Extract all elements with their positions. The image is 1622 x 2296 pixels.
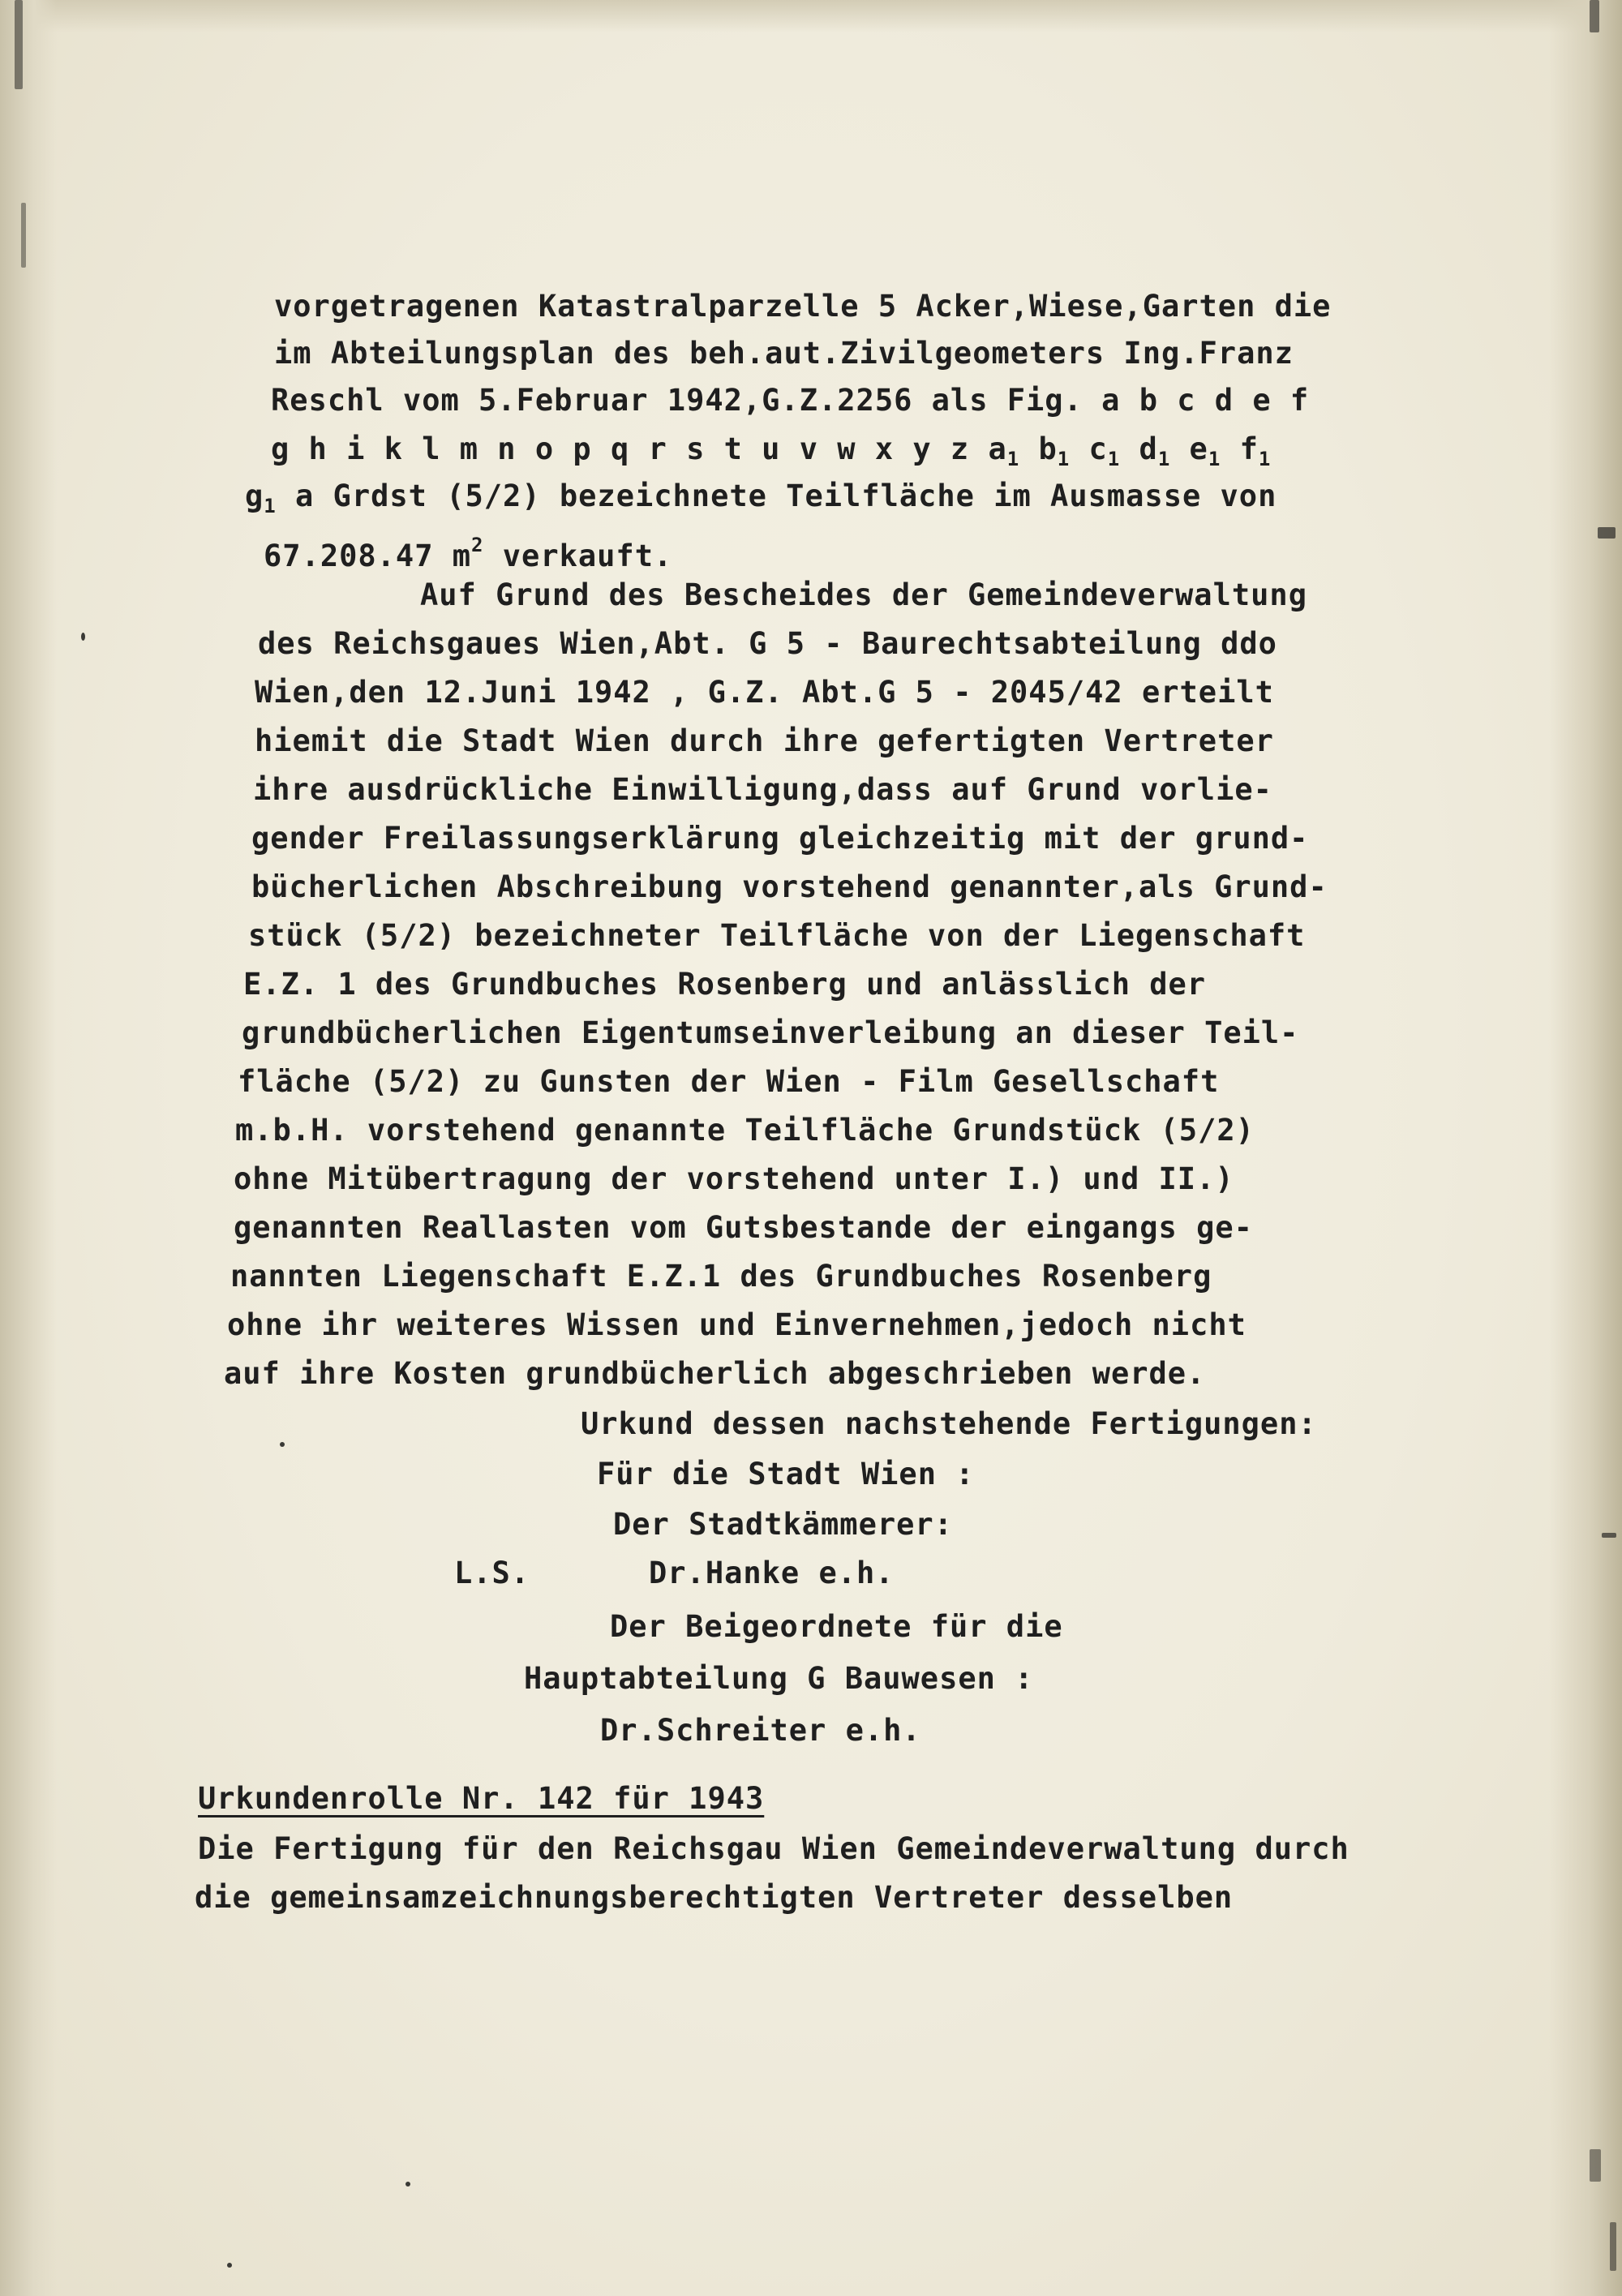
- body-line: ihre ausdrückliche Einwilligung,dass auf Grund vorlie-: [253, 772, 1272, 807]
- letter: b: [1038, 431, 1058, 466]
- body-line: ohne ihr weiteres Wissen und Einvernehmen,jedoch nicht: [227, 1307, 1247, 1342]
- page-right-shadow: [1549, 0, 1622, 2296]
- body-line: stück (5/2) bezeichneter Teilfläche von der Liegenschaft: [248, 918, 1306, 953]
- signatory-entity: Für die Stadt Wien :: [597, 1457, 975, 1491]
- edge-mark: [1602, 1533, 1616, 1538]
- superscript: 2: [471, 534, 484, 556]
- body-line: fläche (5/2) zu Gunsten der Wien - Film Gesellschaft: [238, 1064, 1220, 1099]
- body-text: a Grdst (5/2) bezeichnete Teilfläche im Ausmasse von: [276, 479, 1277, 513]
- seal-mark: L.S.: [454, 1556, 530, 1590]
- subscript: 1: [1258, 448, 1272, 470]
- closing-formula: Urkund dessen nachstehende Fertigungen:: [581, 1406, 1317, 1441]
- edge-mark: [21, 203, 26, 268]
- letter: f: [1239, 431, 1259, 466]
- body-line: Reschl vom 5.Februar 1942,G.Z.2256 als Fig. a b c d e f: [271, 383, 1310, 418]
- speck: [81, 633, 85, 641]
- subscript: 1: [1006, 448, 1020, 470]
- subscript: 1: [1208, 448, 1221, 470]
- letter-sequence-line: [271, 431, 1271, 477]
- subscript: 1: [1107, 448, 1121, 470]
- register-line: die gemeinsamzeichnungsberechtigten Vertreter desselben: [195, 1880, 1234, 1915]
- page-top-shadow: [0, 0, 1622, 32]
- edge-mark: [15, 0, 23, 89]
- signatory-name: Dr.Schreiter e.h.: [600, 1713, 921, 1748]
- edge-mark: [1610, 2222, 1616, 2271]
- letter: g: [245, 479, 264, 513]
- body-line: gender Freilassungserklärung gleichzeitig mit der grund-: [251, 821, 1309, 856]
- body-line: im Abteilungsplan des beh.aut.Zivilgeometers Ing.Franz: [274, 336, 1294, 371]
- body-line: vorgetragenen Katastralparzelle 5 Acker,Wiese,Garten die: [274, 289, 1332, 324]
- letter-sequence: g h i k l m n o p q r s t u v w x y z a: [271, 431, 1007, 466]
- signatory-title: Hauptabteilung G Bauwesen :: [524, 1661, 1034, 1696]
- body-line: auf ihre Kosten grundbücherlich abgeschrieben werde.: [224, 1356, 1206, 1391]
- paragraph-start: Auf Grund des Bescheides der Gemeindeverwaltung: [420, 577, 1307, 612]
- subscript: 1: [264, 495, 277, 517]
- register-line: Die Fertigung für den Reichsgau Wien Gemeindeverwaltung durch: [198, 1831, 1350, 1866]
- letter: e: [1189, 431, 1208, 466]
- area-value: 67.208.47 m: [264, 539, 472, 573]
- letter: c: [1088, 431, 1108, 466]
- body-line: des Reichsgaues Wien,Abt. G 5 - Baurechtsabteilung ddo: [258, 626, 1277, 661]
- body-line: grundbücherlichen Eigentumseinverleibung an dieser Teil-: [242, 1015, 1299, 1050]
- edge-mark: [1590, 0, 1599, 32]
- edge-mark: [1590, 2149, 1601, 2182]
- page-left-shadow: [0, 0, 57, 2296]
- speck: [406, 2182, 410, 2187]
- speck: [227, 2263, 232, 2268]
- area-line: [264, 527, 672, 574]
- body-line: hiemit die Stadt Wien durch ihre gefertigten Vertreter: [255, 723, 1274, 758]
- body-line: m.b.H. vorstehend genannte Teilfläche Grundstück (5/2): [235, 1113, 1255, 1148]
- signatory-name: Dr.Hanke e.h.: [649, 1556, 895, 1590]
- body-line: bücherlichen Abschreibung vorstehend genannter,als Grund-: [251, 869, 1328, 904]
- signatory-title: Der Beigeordnete für die: [610, 1609, 1063, 1644]
- signatory-title: Der Stadtkämmerer:: [613, 1507, 953, 1542]
- g1-line: [245, 479, 1277, 524]
- register-heading: Urkundenrolle Nr. 142 für 1943: [198, 1781, 765, 1816]
- body-line: genannten Reallasten vom Gutsbestande der eingangs ge-: [234, 1210, 1253, 1245]
- edge-mark: [1598, 527, 1616, 539]
- letter: d: [1139, 431, 1158, 466]
- body-line: nannten Liegenschaft E.Z.1 des Grundbuches Rosenberg: [230, 1259, 1212, 1294]
- body-line: ohne Mitübertragung der vorstehend unter I.) und II.): [234, 1161, 1234, 1196]
- subscript: 1: [1057, 448, 1071, 470]
- body-line: E.Z. 1 des Grundbuches Rosenberg und anlässlich der: [243, 967, 1207, 1002]
- speck: [280, 1442, 285, 1447]
- body-text: verkauft.: [483, 539, 673, 573]
- subscript: 1: [1157, 448, 1171, 470]
- body-line: Wien,den 12.Juni 1942 , G.Z. Abt.G 5 - 2045/42 erteilt: [255, 675, 1274, 710]
